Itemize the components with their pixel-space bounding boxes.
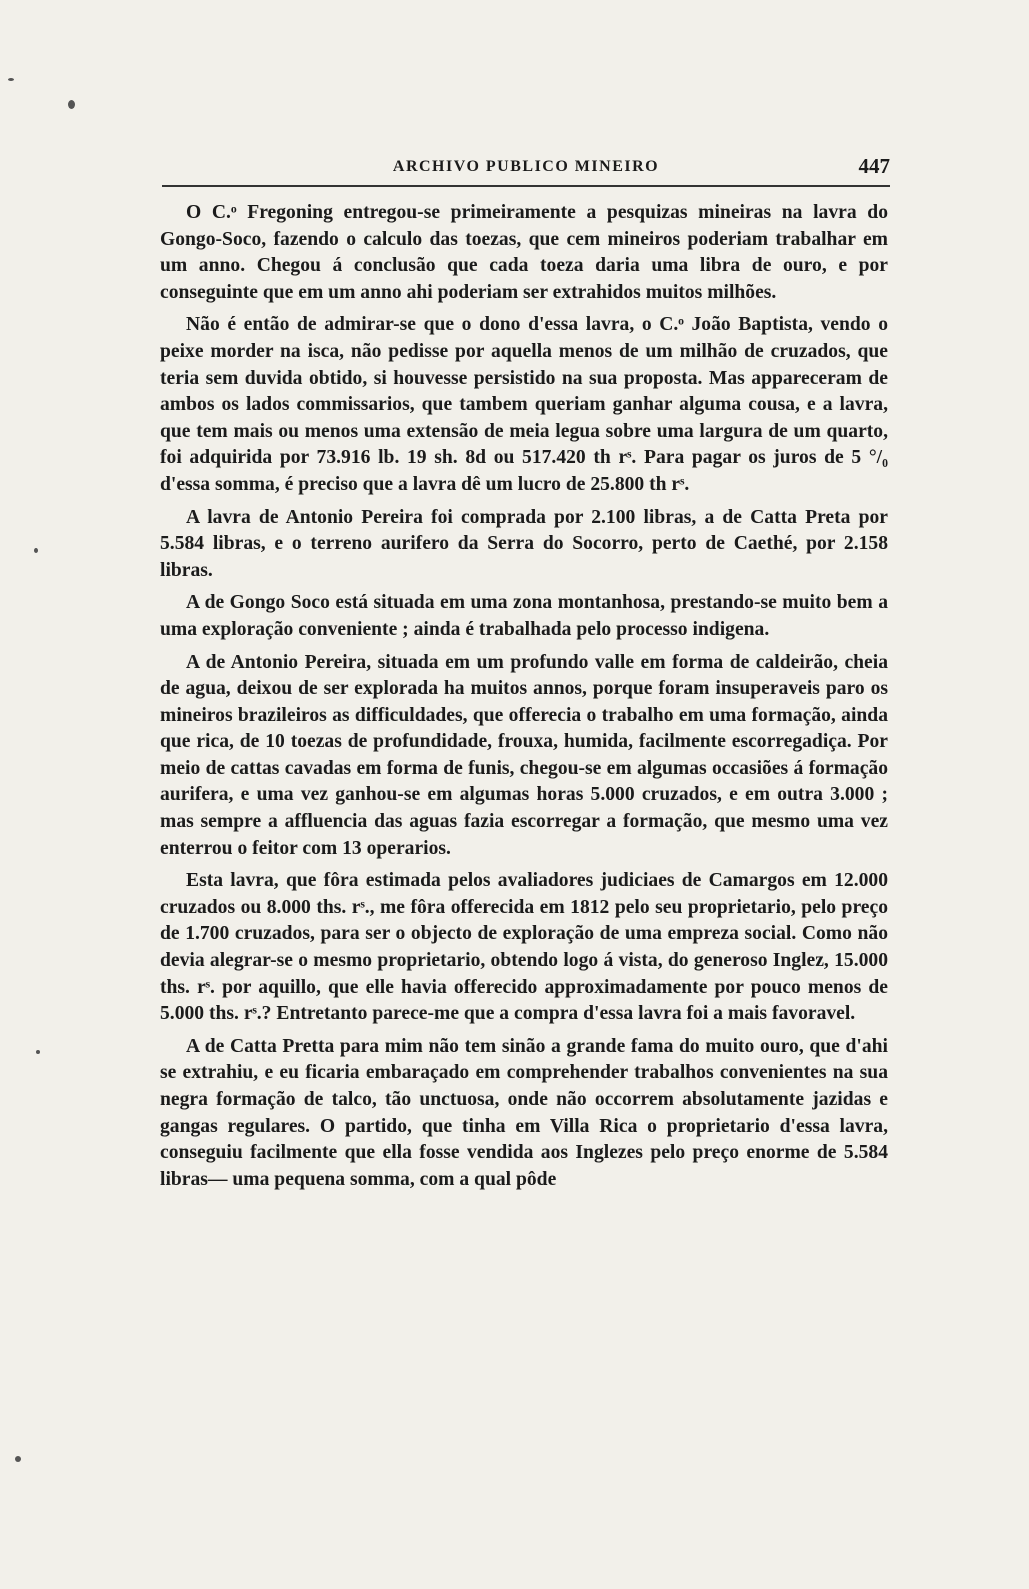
scan-speck <box>34 548 38 553</box>
header-rule <box>162 185 890 187</box>
paragraph: A de Catta Pretta para mim não tem sinão a grande fama do muito ouro, que d'ahi se extrahiu, e eu ficaria embaraçado em comprehender trabalhos convenientes na sua negra formação de talco, tão unctuosa, onde não occorrem absolutamente jazidas e gangas regulares. O partido, que tinha em Villa Rica o proprietario d'essa lavra, conseguiu facilmente que ella fosse vendida aos Inglezes pelo preço enorme de 5.584 libras— uma pequena somma, com a qual pôde <box>160 1035 888 1190</box>
paragraph: A de Gongo Soco está situada em uma zona montanhosa, prestando-se muito bem a uma exploração conveniente ; ainda é trabalhada pelo processo indigena. <box>160 592 888 640</box>
page-header <box>162 154 890 184</box>
running-title: ARCHIVO PUBLICO MINEIRO <box>392 158 660 175</box>
scan-speck <box>8 78 14 81</box>
paragraph: O C.ᵒ Fregoning entregou-se primeiramente a pesquizas mineiras na lavra do Gongo-Soco, fazendo o calculo das toezas, que cem mineiros poderiam trabalhar em um anno. Chegou á conclusão que cada toeza daria uma libra de ouro, e por conseguinte que em um anno ahi poderiam ser extrahidos muitos milhões. <box>160 202 888 303</box>
scan-speck <box>36 1050 40 1054</box>
page-number: 447 <box>858 154 890 178</box>
scan-speck <box>15 1456 21 1462</box>
scan-speck <box>68 100 75 109</box>
paragraph: Esta lavra, que fôra estimada pelos avaliadores judiciaes de Camargos em 12.000 cruzados ou 8.000 ths. rˢ., me fôra offerecida em 1812 pelo seu proprietario, pelo preço de 1.700 cruzados, para ser o objecto de exploração de uma empreza social. Como não devia alegrar-se o mesmo proprietario, obtendo logo á vista, do generoso Inglez, 15.000 ths. rˢ. por aquillo, que elle havia offerecido approximadamente por pouco menos de 5.000 ths. rˢ.? Entretanto parece-me que a compra d'essa lavra foi a mais favoravel. <box>160 870 888 1025</box>
paragraph: A de Antonio Pereira, situada em um profundo valle em forma de caldeirão, cheia de agua, deixou de ser explorada ha muitos annos, porque foram insuperaveis paro os mineiros brazileiros as difficuldades, que offerecia o trabalho em uma formação, ainda que rica, de 10 toezas de profundidade, frouxa, humida, facilmente escorregadiça. Por meio de cattas cavadas em forma de funis, chegou-se em algumas occasiões á formação aurifera, e uma vez ganhou-se em algumas horas 5.000 cruzados, e em outra 3.000 ; mas sempre a affluencia das aguas fazia escorregar a formação, que mesmo uma vez enterrou o feitor com 13 operarios. <box>160 651 888 859</box>
body-text <box>160 200 888 1199</box>
paragraph: A lavra de Antonio Pereira foi comprada por 2.100 libras, a de Catta Preta por 5.584 libras, e o terreno aurifero da Serra do Socorro, perto de Caethé, por 2.158 libras. <box>160 506 888 581</box>
paragraph: Não é então de admirar-se que o dono d'essa lavra, o C.ᵒ João Baptista, vendo o peixe morder na isca, não pedisse por aquella menos de um milhão de cruzados, que teria sem duvida obtido, si houvesse persistido na sua proposta. Mas appareceram de ambos os lados commissarios, que tambem queriam ganhar alguma cousa, e a lavra, que tem mais ou menos uma extensão de meia legua sobre uma largura de um quarto, foi adquirida por 73.916 lb. 19 sh. 8d ou 517.420 th rˢ. Para pagar os juros de 5 °/₀ d'essa somma, é preciso que a lavra dê um lucro de 25.800 th rˢ. <box>160 314 888 495</box>
